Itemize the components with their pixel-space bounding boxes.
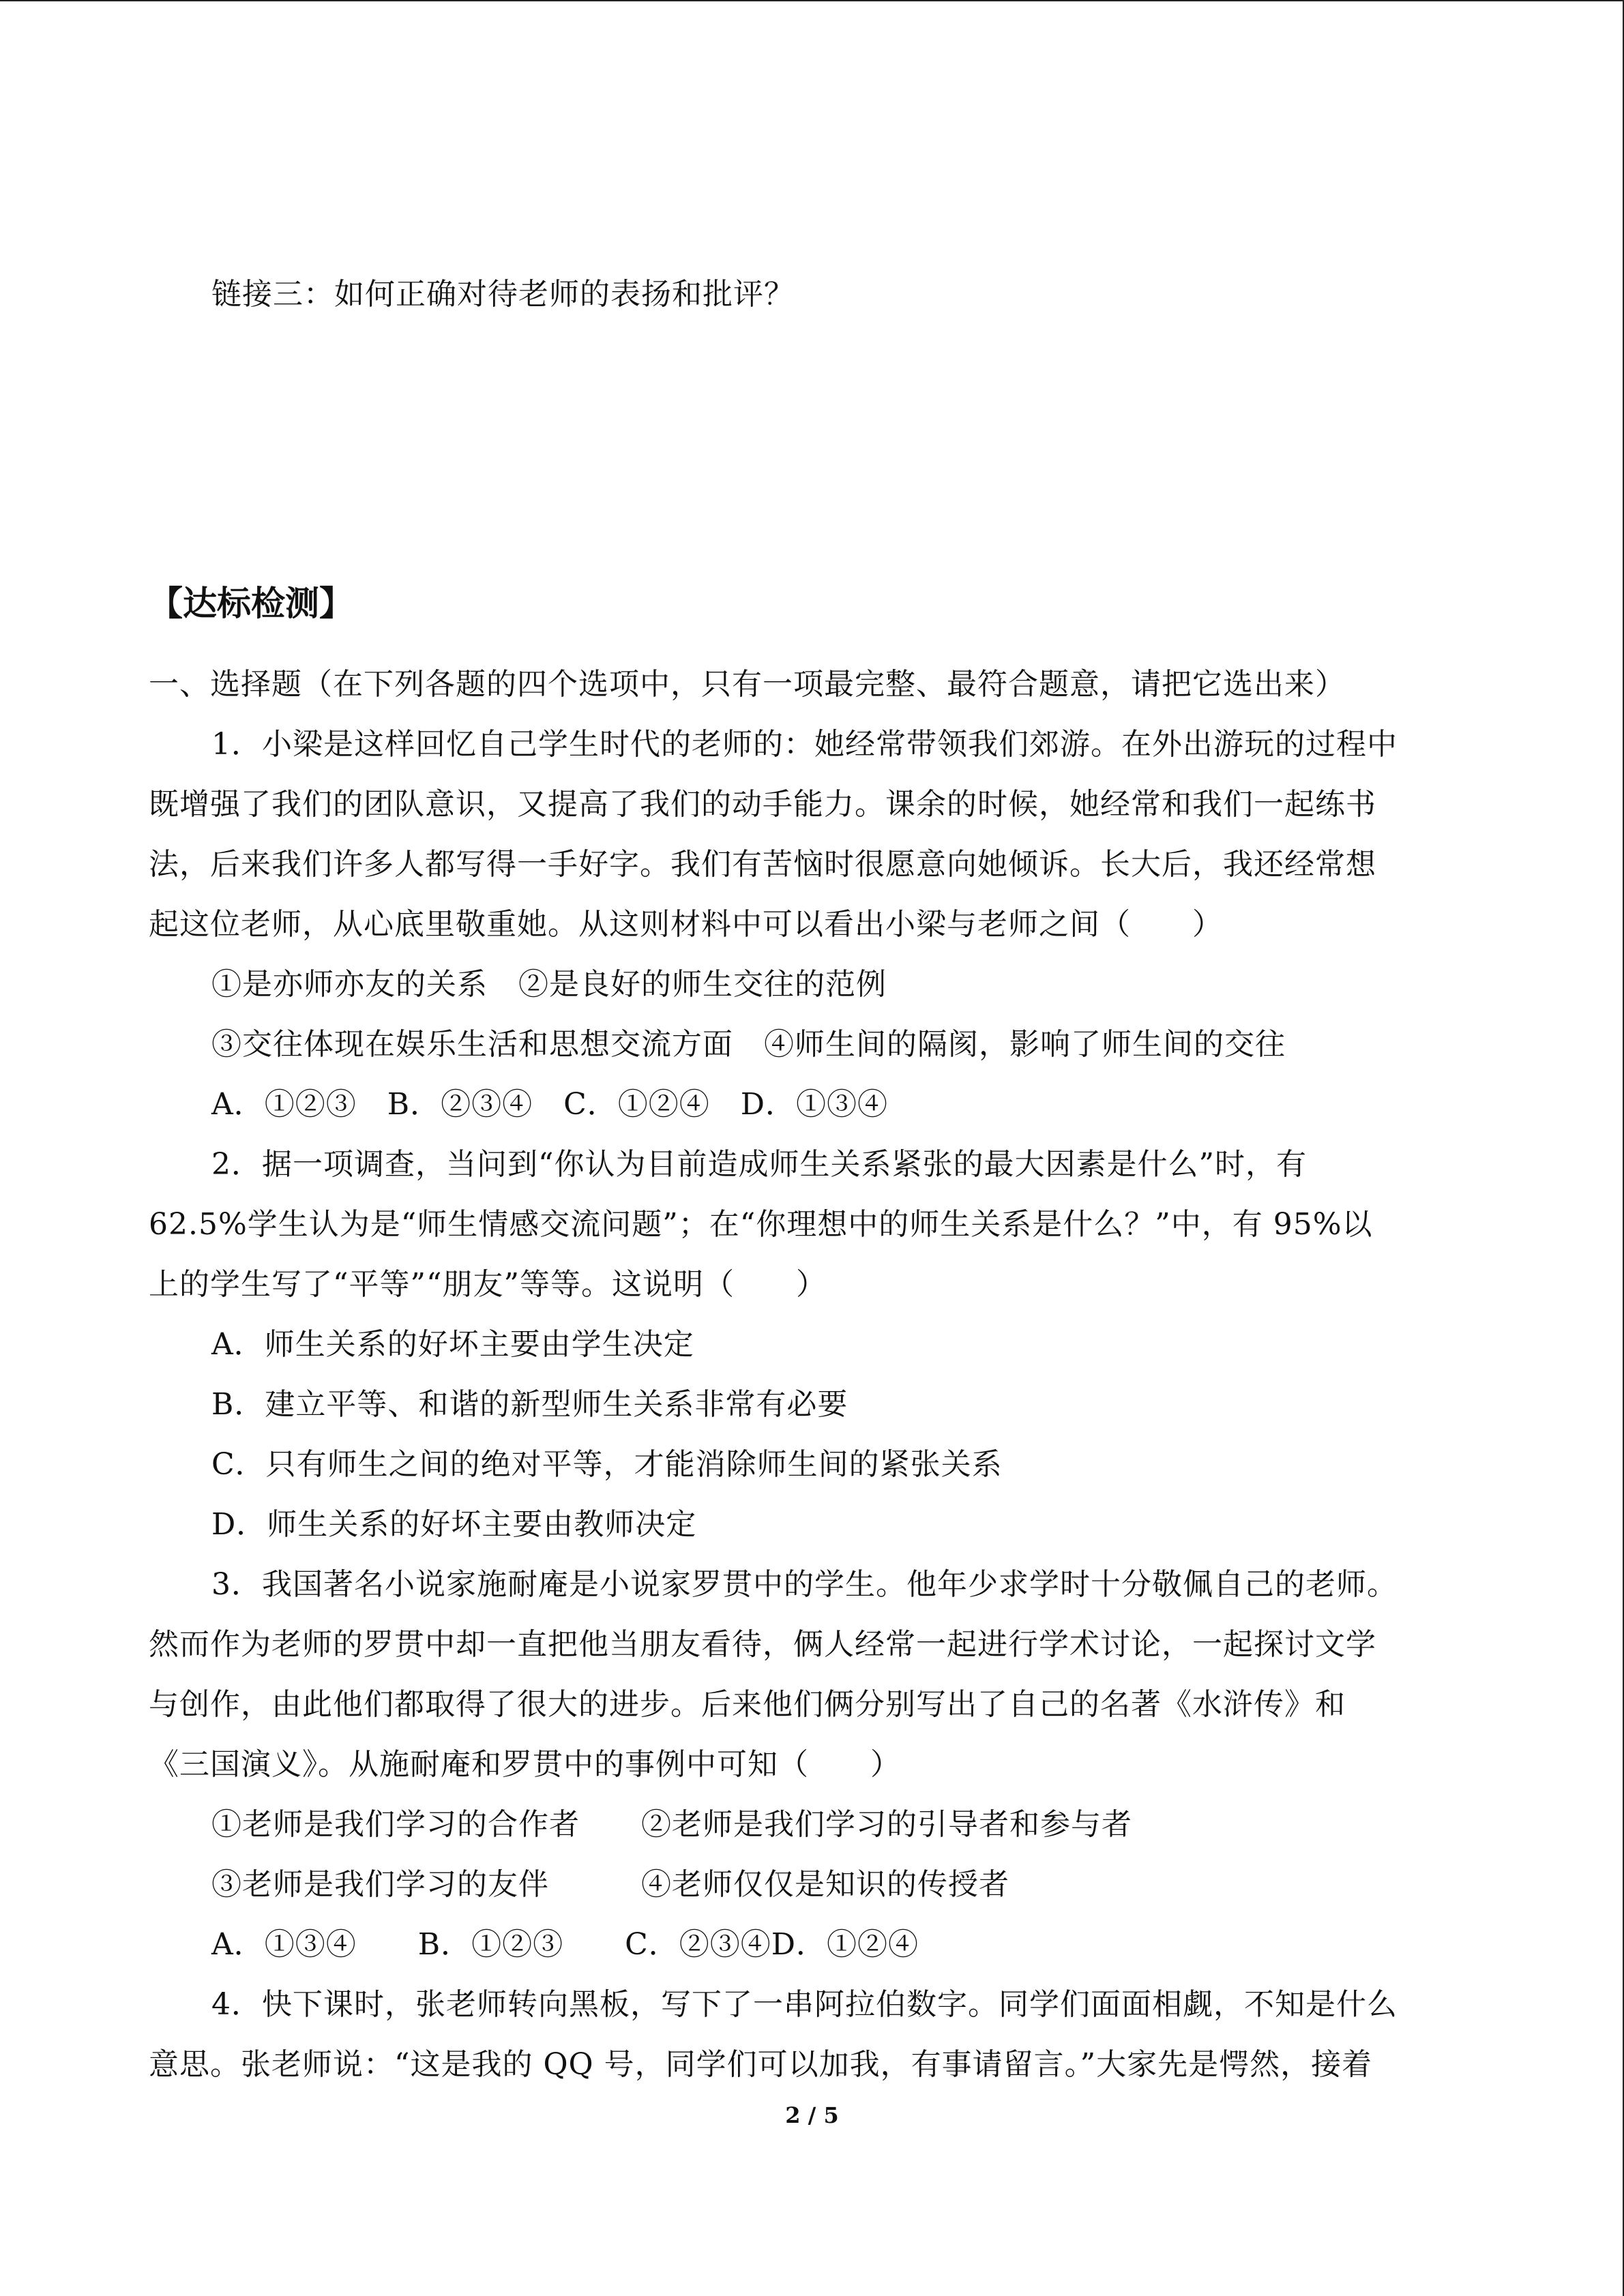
q3-statement-1: ①老师是我们学习的合作者 ②老师是我们学习的引导者和参与者 — [211, 1807, 1132, 1842]
q2-option-d: D．师生关系的好坏主要由教师决定 — [211, 1507, 697, 1542]
link-three-question: 链接三：如何正确对待老师的表扬和批评？ — [211, 277, 795, 312]
q3-line-2: 然而作为老师的罗贯中却一直把他当朋友看待，俩人经常一起进行学术讨论，一起探讨文学 — [149, 1627, 1376, 1662]
q3-line-1: 3．我国著名小说家施耐庵是小说家罗贯中的学生。他年少求学时十分敬佩自己的老师。 — [211, 1567, 1398, 1602]
part-one-title: 一、选择题（在下列各题的四个选项中，只有一项最完整、最符合题意，请把它选出来） — [149, 667, 1346, 702]
q1-line-4: 起这位老师，从心底里敬重她。从这则材料中可以看出小梁与老师之间（ ） — [149, 907, 1223, 942]
q2-option-b: B．建立平等、和谐的新型师生关系非常有必要 — [211, 1387, 848, 1422]
q3-statement-2: ③老师是我们学习的友伴 ④老师仅仅是知识的传授者 — [211, 1867, 1009, 1902]
q1-line-2: 既增强了我们的团队意识，又提高了我们的动手能力。课余的时候，她经常和我们一起练书 — [149, 787, 1376, 822]
q4-line-2: 意思。张老师说：“这是我的 QQ 号，同学们可以加我，有事请留言。”大家先是愕然，接着 — [149, 2047, 1373, 2082]
page-number: 2 / 5 — [785, 2102, 839, 2128]
q1-line-1: 1．小梁是这样回忆自己学生时代的老师的：她经常带领我们郊游。在外出游玩的过程中 — [211, 727, 1398, 762]
q2-option-c: C．只有师生之间的绝对平等，才能消除师生间的紧张关系 — [211, 1447, 1003, 1482]
q1-options: A．①②③ B．②③④ C．①②④ D．①③④ — [211, 1087, 889, 1122]
q4-line-1: 4．快下课时，张老师转向黑板，写下了一串阿拉伯数字。同学们面面相觑，不知是什么 — [211, 1987, 1398, 2022]
q1-statement-1: ①是亦师亦友的关系 ②是良好的师生交往的范例 — [211, 967, 887, 1002]
q2-line-1: 2．据一项调查，当问到“你认为目前造成师生关系紧张的最大因素是什么”时，有 — [211, 1147, 1307, 1182]
q2-line-2: 62.5%学生认为是“师生情感交流问题”；在“你理想中的师生关系是什么？”中，有 95%以 — [149, 1207, 1373, 1242]
q3-options: A．①③④ B．①②③ C．②③④D．①②④ — [211, 1927, 919, 1962]
q2-option-a: A．师生关系的好坏主要由学生决定 — [211, 1327, 694, 1362]
section-title: 【达标检测】 — [149, 584, 353, 623]
q3-line-4: 《三国演义》。从施耐庵和罗贯中的事例中可知（ ） — [149, 1747, 901, 1782]
q2-line-3: 上的学生写了“平等”“朋友”等等。这说明（ ） — [149, 1267, 827, 1302]
q1-line-3: 法，后来我们许多人都写得一手好字。我们有苦恼时很愿意向她倾诉。长大后，我还经常想 — [149, 847, 1376, 882]
q1-statement-2: ③交往体现在娱乐生活和思想交流方面 ④师生间的隔阂，影响了师生间的交往 — [211, 1027, 1286, 1062]
q3-line-3: 与创作，由此他们都取得了很大的进步。后来他们俩分别写出了自己的名著《水浒传》和 — [149, 1687, 1346, 1722]
